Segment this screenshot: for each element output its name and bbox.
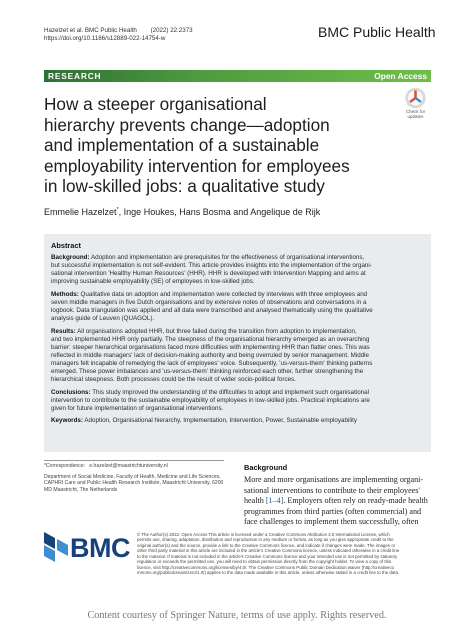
license-line: original author(s) and the source, provide a link to the Creative Commons licence, and indicate if changes were made. The images or: [137, 542, 396, 548]
abstract-text: This study improved the understanding of the difficulties to adopt and implement such organisational: [92, 388, 370, 396]
corresponding-author[interactable]: Emmelie Hazelzet: [44, 207, 117, 217]
abstract-section-label: Conclusions:: [51, 388, 91, 396]
body-line: face challenges to implement them successfully, often: [244, 517, 419, 526]
abstract-line: seven middle managers in five Dutch organisations and by extensive notes of observations and conversations in a: [51, 298, 367, 306]
correspondence-mark: *: [116, 207, 119, 213]
abstract-line: sational intervention 'Healthy Human Resources' (HHR). HHR is developed with Intervention Mapping and aims at: [51, 270, 366, 278]
abstract-section: [51, 417, 425, 425]
crossmark-label-line: Check for: [405, 109, 426, 114]
affiliation-line: MD Maastricht, The Netherlands: [44, 486, 118, 493]
license-line: other third party material in this article are included in the article's Creative Commons licence, unless indicated otherwise in a credit line: [137, 548, 400, 554]
crossmark-update-icon[interactable]: [404, 87, 427, 109]
abstract-line: intervention to contribute to the sustainable employability of employees in low-skilled jobs. Practical implications are: [51, 396, 370, 404]
research-banner: [44, 70, 431, 82]
article-citation: [44, 27, 193, 43]
abstract-section-label: Results:: [51, 327, 76, 335]
crossmark-label-line: updates: [407, 114, 424, 119]
journal-name: BMC Public Health: [318, 24, 436, 40]
abstract-line: reflected in middle managers' lack of decision-making authority and being overruled by senior management. Middle: [51, 351, 370, 359]
abstract-sections: [51, 254, 425, 430]
open-access-label: Open Access: [374, 71, 427, 81]
abstract-line: barrier: steeper hierarchical organisations faced more difficulties with implementing HHR than flatter ones. This was: [51, 343, 370, 351]
license-line: regulation or exceeds the permitted use, you will need to obtain permission directly from the copyright holder. To view a copy of this: [137, 559, 392, 565]
abstract-line: hierarchical steepness. Both processes could be the result of wider socio-political forces.: [51, 376, 296, 384]
abstract-line: but successful implementation is not self-evident. This article provides insights into the implementation of the organi-: [51, 262, 372, 270]
abstract-line: logbook. Data triangulation was applied and all data were transcribed and analysed thematically using the qualitative: [51, 306, 373, 314]
abstract-section: [51, 389, 425, 413]
footnote: [44, 463, 223, 493]
abstract-text: All organisations adopted HHR, but three failed during the transition from adoption to implementation,: [77, 327, 357, 335]
abstract-line: [51, 328, 425, 336]
body-text: health: [244, 496, 266, 505]
section-label: RESEARCH: [48, 71, 102, 81]
license-line: mmons.org/publicdomain/zero/1.0/) applies to the data made available in this article, unless otherwise stated in a credit line to the data.: [137, 570, 400, 576]
bmc-logo-text: BMC: [70, 533, 130, 563]
article-title: [44, 94, 394, 197]
abstract-line: analysis guide of Leuven (QUAGOL).: [51, 315, 155, 323]
abstract-line: [51, 417, 425, 425]
body-line: sational interventions to contribute to their employees': [244, 485, 420, 495]
abstract-line: improving sustainable employability (SE) of employees in low-skilled jobs.: [51, 278, 255, 286]
license-line: permits use, sharing, adaptation, distribution and reproduction in any medium or format, as long as you give appropriate credit to the: [137, 537, 394, 543]
body-line: programmes from third parties (often commercial) and: [244, 506, 422, 516]
abstract-line: given for future implementation of organisational interventions.: [51, 404, 224, 412]
title-line: hierarchy prevents change—adoption: [44, 114, 330, 135]
abstract-line: emerged. These power imbalances and 'us-versus-them' thinking reinforced each other, further strengthening the: [51, 368, 364, 375]
abstract-section-label: Methods:: [51, 290, 79, 298]
body-line: More and more organisations are implementing organi-: [244, 475, 424, 484]
title-line: How a steeper organisational: [44, 94, 267, 114]
title-line: employability intervention for employees: [44, 155, 350, 176]
abstract-section: [51, 328, 425, 385]
abstract-heading: Abstract: [51, 241, 81, 250]
body-text: . Employers often rely on ready-made health: [283, 496, 428, 505]
title-line: in low-skilled jobs: a qualitative study: [44, 176, 325, 196]
abstract-text: Adoption and implementation are prerequisites for the effectiveness of organisational interventions,: [90, 254, 365, 261]
abstract-line: and two implemented HHR only partially. The steepness of the organisational hierarchy emerged as an overarching: [51, 335, 370, 343]
license-statement: [137, 532, 432, 576]
license-line: © The Author(s) 2022. Open Access This article is licensed under a Creative Commons Attribution 4.0 International License, which: [137, 532, 390, 537]
license-line: to the material. If material is not included in the article's Creative Commons licence and your intended use is not permitted by statutory: [137, 553, 398, 559]
affiliation-line: Department of Social Medicine, Faculty of Health, Medicine and Life Sciences,: [44, 473, 221, 480]
abstract-line: managers felt incapable of remedying the lack of employees' voice. Subsequently, 'us-versus-them' thinking patterns: [51, 359, 373, 367]
abstract-line: [51, 389, 425, 397]
bmc-logo-mark-icon: [44, 532, 70, 562]
abstract-text: Adoption, Organisational hierarchy, Implementation, Intervention, Power, Sustainable employability: [84, 417, 357, 425]
background-text: [244, 475, 431, 528]
correspondence-email[interactable]: *Correspondence: e.hazelzet@maastrichtuniversity.nl: [44, 463, 168, 469]
abstract-section: [51, 291, 425, 323]
courtesy-notice: Content courtesy of Springer Nature, terms of use apply. Rights reserved.: [87, 610, 387, 621]
footnote-divider: [44, 460, 224, 461]
citation-line: Hazelzet et al. BMC Public Health (2022) 22:2373: [44, 27, 193, 34]
other-authors: , Inge Houkes, Hans Bosma and Angelique de Rijk: [118, 207, 321, 217]
background-heading: Background: [244, 463, 288, 472]
abstract-text: Qualitative data on adoption and implementation were collected by interviews with three employees and: [80, 290, 368, 298]
license-line: licence, visit http://creativecommons.org/licenses/by/4.0/. The Creative Commons Public Domain Dedication waiver (http://creativeco: [137, 564, 395, 570]
title-line: and implementation of a sustainable: [44, 135, 320, 155]
crossmark-label: [398, 109, 433, 119]
abstract-line: [51, 254, 425, 262]
reference-link[interactable]: [1–4]: [265, 496, 284, 505]
abstract-section-label: Background:: [51, 254, 90, 261]
doi-link[interactable]: https://doi.org/10.1186/s12889-022-14754-w: [44, 35, 166, 42]
affiliation-line: CAPHRI Care and Public Health Research Institute, Maastricht University, 6200: [44, 480, 224, 487]
author-list: [44, 207, 320, 217]
body-line: [244, 496, 431, 507]
abstract-section-label: Keywords:: [51, 417, 83, 425]
abstract-line: [51, 291, 425, 299]
abstract-box: [44, 234, 431, 452]
abstract-section: [51, 254, 425, 286]
